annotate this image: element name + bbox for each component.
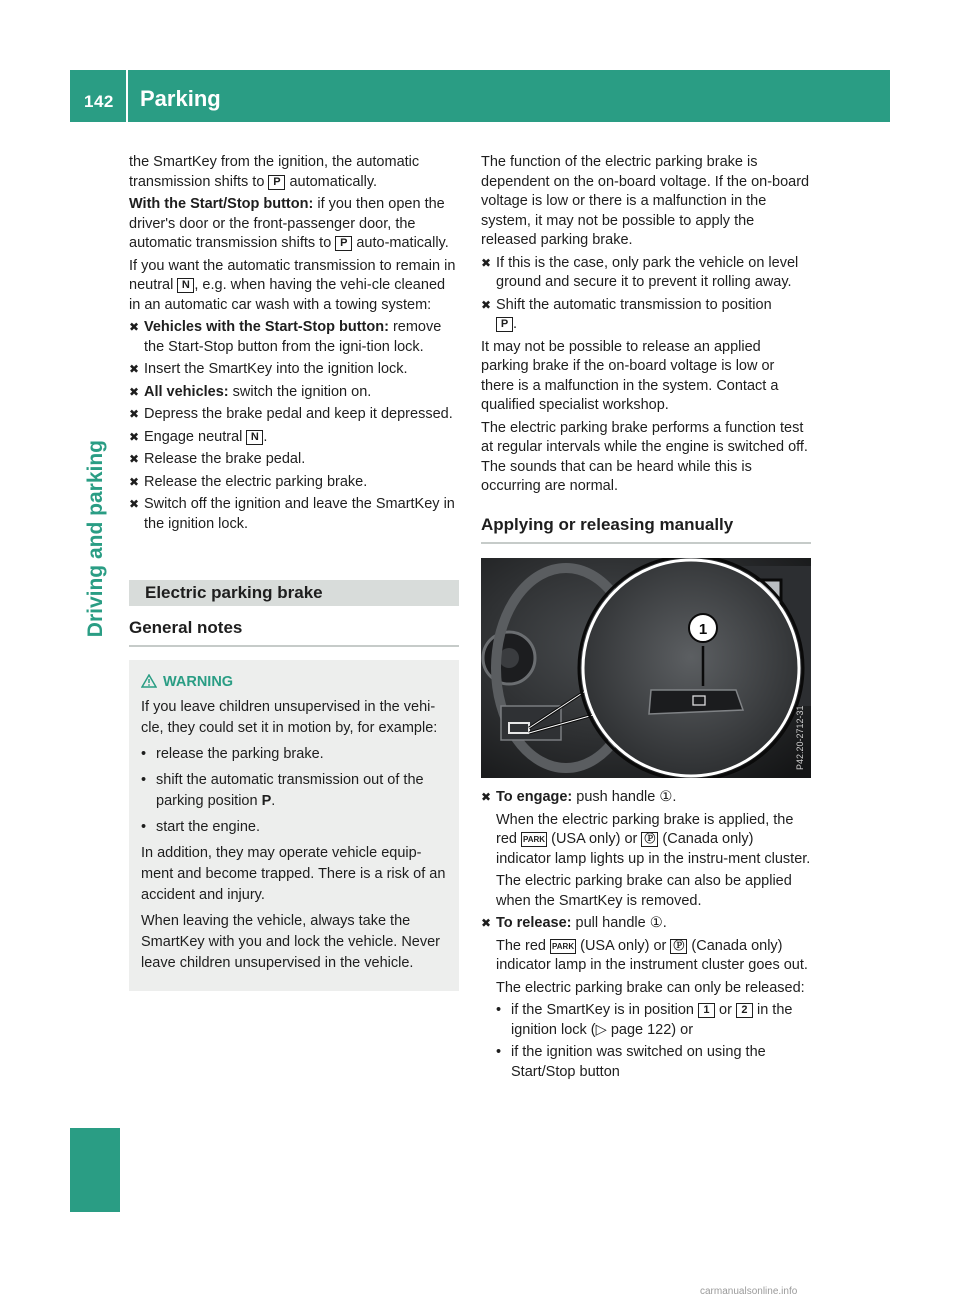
indented-paragraph (481, 937, 811, 976)
step-item (129, 360, 459, 380)
step-item (129, 495, 459, 534)
key-position-symbol: 2 (736, 1003, 753, 1018)
arrow-step-icon: ✖ (129, 320, 140, 334)
arrow-step-icon: ✖ (129, 497, 140, 511)
bullet-dot-icon: • (141, 818, 147, 835)
text: if the SmartKey is in position (511, 1002, 694, 1018)
side-tab-block (70, 1128, 120, 1212)
park-indicator-symbol: PARK (550, 939, 576, 954)
arrow-step-icon: ✖ (481, 255, 492, 270)
warning-text: If you leave children unsupervised in the vehi-cle, they could set it in motion by, for example: (141, 698, 438, 736)
left-column (129, 153, 459, 991)
gear-n-symbol: N (246, 430, 263, 445)
text: . (263, 428, 268, 445)
bullet-dot-icon: • (141, 745, 147, 762)
text: Release the electric parking brake. (144, 473, 368, 490)
warning-bullet (141, 744, 449, 765)
step-item (129, 473, 459, 493)
indented-paragraph: The electric parking brake can also be applied when the SmartKey is removed. (496, 873, 792, 909)
text: switch the ignition on. (232, 383, 372, 400)
arrow-step-icon: ✖ (129, 474, 140, 489)
step-item (481, 914, 811, 934)
text: (Canada only) indicator lamp lights up in the instru-ment cluster. (496, 831, 811, 867)
bold-lead: To release: (496, 915, 572, 931)
bullet-dot-icon: • (141, 771, 147, 788)
text: pull handle (575, 915, 646, 931)
section-heading: Electric parking brake (129, 580, 459, 606)
text: . (672, 789, 677, 805)
text: . (271, 792, 276, 809)
text: Depress the brake pedal and keep it depressed. (144, 406, 453, 422)
bold-lead: To engage: (496, 789, 573, 805)
warning-title (141, 672, 449, 693)
warning-text: When leaving the vehicle, always take the SmartKey with you and lock the vehicle. Never leave children unsupervised in the vehicle. (141, 912, 440, 971)
bold-lead: P (261, 792, 272, 809)
chapter-label: Driving and parking (84, 440, 107, 638)
warning-text: In addition, they may operate vehicle equip-ment and become trapped. There is a risk of an accident and injury. (141, 844, 446, 903)
bold-lead: With the Start/Stop button: (129, 196, 314, 212)
watermark: carmanualsonline.info (700, 1286, 798, 1297)
arrow-step-icon: ✖ (129, 452, 140, 466)
key-position-symbol: 1 (698, 1003, 715, 1018)
step-item (129, 383, 459, 403)
text: When the electric parking brake is applied, the red (496, 811, 794, 847)
gear-p-symbol: P (335, 236, 352, 251)
figure-code: P42.20-2712-31 (795, 705, 805, 770)
step-item (129, 450, 459, 470)
step-item (129, 405, 459, 425)
text: Switch off the ignition and leave the SmartKey in the ignition lock. (144, 496, 455, 532)
side-strip (70, 122, 120, 1212)
text: (USA only) or (580, 937, 667, 954)
text: if the ignition was switched on using the Start/Stop button (511, 1044, 766, 1080)
paragraph (129, 195, 459, 254)
text: in the ignition lock ( (511, 1002, 793, 1038)
callout-number: ① (659, 789, 673, 805)
bullet-dot-icon: • (496, 1044, 502, 1060)
p-circle-indicator-symbol: Ⓟ (641, 832, 658, 847)
release-condition (481, 1043, 811, 1082)
text: start the engine. (156, 818, 260, 835)
text: auto-matically. (356, 235, 449, 251)
text: The red (496, 937, 546, 954)
text: . (662, 915, 667, 931)
page-number: 142 (84, 92, 114, 111)
warning-bullet (141, 770, 449, 812)
arrow-step-icon: ✖ (481, 790, 492, 804)
text: Engage neutral (144, 428, 243, 445)
header-divider (126, 70, 128, 122)
step-item (481, 788, 811, 808)
bold-lead: Vehicles with the Start-Stop button: (144, 319, 389, 335)
release-condition (481, 1001, 811, 1040)
step-item (129, 428, 459, 448)
callout-number: ① (649, 915, 663, 931)
text: Shift the automatic transmission to position (496, 296, 772, 313)
warning-triangle-icon (141, 674, 157, 688)
page-reference[interactable]: page 122) or (610, 1021, 694, 1038)
text: Release the brake pedal. (144, 451, 306, 467)
text: remove the Start-Stop button from the igni-tion lock. (144, 319, 442, 355)
text: release the parking brake. (156, 745, 324, 762)
text: Insert the SmartKey into the ignition lock. (144, 361, 408, 377)
text: automatically. (289, 173, 378, 190)
warning-label: WARNING (163, 673, 234, 690)
park-indicator-symbol: PARK (521, 832, 547, 847)
bullet-dot-icon: • (496, 1002, 502, 1018)
text: If you want the automatic transmission to remain in neutral (129, 257, 456, 293)
gear-p-symbol: P (496, 317, 513, 332)
text: (Canada only) indicator lamp in the instrument cluster goes out. (496, 937, 808, 973)
arrow-step-icon: ✖ (129, 384, 140, 399)
text: . (513, 316, 518, 332)
paragraph: The electric parking brake performs a function test at regular intervals while the engine is switched off. The sounds that can be heard while this is occurring are normal. (481, 419, 808, 494)
warning-box (129, 660, 459, 991)
figure-callout: 1 (698, 621, 708, 638)
indented-paragraph (481, 811, 811, 870)
indented-paragraph: The electric parking brake can only be released: (496, 979, 805, 996)
arrow-step-icon: ✖ (129, 407, 140, 421)
arrow-step-icon: ✖ (129, 429, 140, 444)
paragraph: The function of the electric parking brake is dependent on the on-board voltage. If the on-board voltage is low or there is a malfunction in the system, it may not be possible to apply the released parking brake. (481, 154, 810, 248)
paragraph (129, 153, 459, 192)
text: push handle (576, 789, 656, 805)
gear-n-symbol: N (177, 278, 194, 293)
text: , e.g. when having the vehi-cle cleaned in an automatic car wash with a towing system: (129, 277, 446, 313)
step-item (481, 296, 811, 335)
text: or (719, 1002, 732, 1018)
paragraph: It may not be possible to release an applied parking brake if the on-board voltage is low or there is a malfunction in the system. Contact a qualified specialist workshop. (481, 338, 779, 413)
step-item (129, 318, 459, 357)
arrow-step-icon: ✖ (481, 297, 492, 312)
page-ref-icon[interactable]: ▷ (595, 1021, 607, 1038)
subsection-heading: General notes (129, 618, 459, 647)
subsection-heading: Applying or releasing manually (481, 515, 811, 545)
arrow-step-icon: ✖ (481, 916, 492, 930)
warning-bullet (141, 817, 449, 838)
parking-brake-figure (481, 558, 811, 778)
step-item (481, 254, 811, 293)
text: the SmartKey from the ignition, the automatic transmission shifts to (129, 154, 420, 190)
gear-p-symbol: P (268, 175, 285, 190)
text: (USA only) or (551, 831, 638, 847)
page-title: Parking (140, 86, 221, 111)
text: if you then open the driver's door or the front-passenger door, the automatic transmission shifts to (129, 196, 445, 251)
text: shift the automatic transmission out of the parking position (156, 771, 424, 809)
p-circle-indicator-symbol: Ⓟ (670, 939, 687, 954)
text: If this is the case, only park the vehicle on level ground and secure it to prevent it rolling away. (496, 254, 799, 290)
paragraph (129, 257, 459, 316)
arrow-step-icon: ✖ (129, 362, 140, 376)
bold-lead: All vehicles: (144, 383, 229, 400)
right-column (481, 153, 811, 1085)
